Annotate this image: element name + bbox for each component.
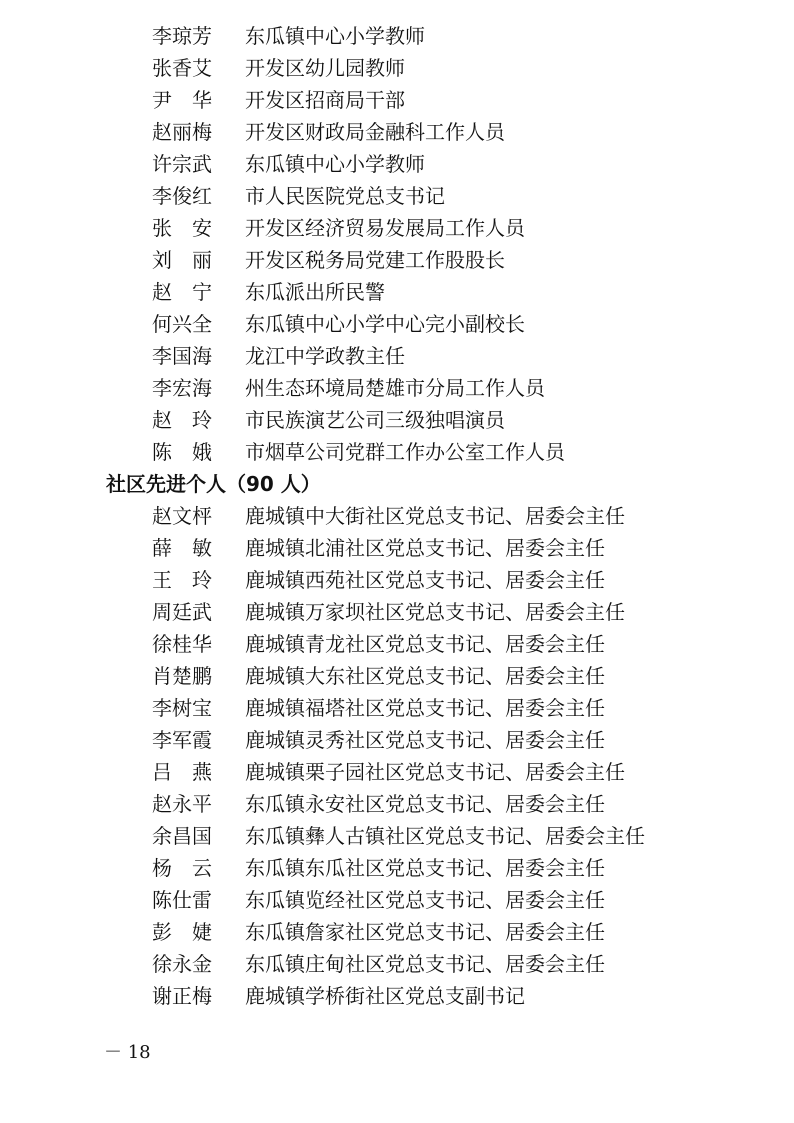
person-position: 市人民医院党总支书记 (245, 184, 445, 208)
person-position: 开发区财政局金融科工作人员 (245, 120, 505, 144)
person-position: 开发区税务局党建工作股股长 (245, 248, 505, 272)
person-name: 徐永金 (152, 952, 212, 976)
person-name: 赵永平 (152, 792, 212, 816)
list-item (0, 948, 794, 980)
list-item (0, 180, 794, 212)
list-item (0, 308, 794, 340)
person-name: 张香艾 (152, 56, 212, 80)
person-name: 吕 燕 (152, 760, 212, 784)
person-name: 李琼芳 (152, 24, 212, 48)
list-item (0, 116, 794, 148)
person-name: 谢正梅 (152, 984, 212, 1008)
page-number: － 18 (104, 1042, 151, 1063)
list-item (0, 148, 794, 180)
person-position: 东瓜镇东瓜社区党总支书记、居委会主任 (245, 856, 605, 880)
person-position: 鹿城镇西苑社区党总支书记、居委会主任 (245, 568, 605, 592)
person-position: 东瓜镇览经社区党总支书记、居委会主任 (245, 888, 605, 912)
person-position: 鹿城镇中大街社区党总支书记、居委会主任 (245, 504, 625, 528)
person-name: 彭 婕 (152, 920, 212, 944)
person-name: 张 安 (152, 216, 212, 240)
list-item (0, 20, 794, 52)
person-position: 开发区招商局干部 (245, 88, 405, 112)
list-item (0, 788, 794, 820)
person-position: 东瓜镇永安社区党总支书记、居委会主任 (245, 792, 605, 816)
person-position: 开发区经济贸易发展局工作人员 (245, 216, 525, 240)
person-name: 王 玲 (152, 568, 212, 592)
person-name: 赵 玲 (152, 408, 212, 432)
person-name: 肖楚鹏 (152, 664, 212, 688)
person-position: 鹿城镇栗子园社区党总支书记、居委会主任 (245, 760, 625, 784)
list-item (0, 660, 794, 692)
person-position: 东瓜镇中心小学教师 (245, 24, 425, 48)
person-name: 赵文枰 (152, 504, 212, 528)
person-name: 陈 娥 (152, 440, 212, 464)
person-name: 尹 华 (152, 88, 212, 112)
person-name: 刘 丽 (152, 248, 212, 272)
person-position: 州生态环境局楚雄市分局工作人员 (245, 376, 545, 400)
person-name: 李树宝 (152, 696, 212, 720)
person-position: 东瓜派出所民警 (245, 280, 385, 304)
list-item (0, 532, 794, 564)
person-name: 周廷武 (152, 600, 212, 624)
list-item (0, 52, 794, 84)
person-name: 李国海 (152, 344, 212, 368)
person-position: 东瓜镇庄甸社区党总支书记、居委会主任 (245, 952, 605, 976)
list-item (0, 596, 794, 628)
list-item (0, 564, 794, 596)
list-item (0, 372, 794, 404)
person-position: 鹿城镇万家坝社区党总支书记、居委会主任 (245, 600, 625, 624)
list-item (0, 884, 794, 916)
list-item (0, 84, 794, 116)
person-position: 开发区幼儿园教师 (245, 56, 405, 80)
person-name: 薛 敏 (152, 536, 212, 560)
person-name: 李军霞 (152, 728, 212, 752)
person-position: 东瓜镇詹家社区党总支书记、居委会主任 (245, 920, 605, 944)
list-item (0, 724, 794, 756)
list-item (0, 340, 794, 372)
list-item (0, 244, 794, 276)
person-position: 市民族演艺公司三级独唱演员 (245, 408, 505, 432)
person-name: 杨 云 (152, 856, 212, 880)
person-position: 鹿城镇学桥街社区党总支副书记 (245, 984, 525, 1008)
list-item (0, 212, 794, 244)
person-name: 徐桂华 (152, 632, 212, 656)
section-heading: 社区先进个人（90 人） (106, 472, 321, 496)
person-name: 何兴全 (152, 312, 212, 336)
person-position: 鹿城镇灵秀社区党总支书记、居委会主任 (245, 728, 605, 752)
person-name: 陈仕雷 (152, 888, 212, 912)
list-item (0, 500, 794, 532)
list-item (0, 852, 794, 884)
list-item (0, 820, 794, 852)
person-name: 许宗武 (152, 152, 212, 176)
person-position: 东瓜镇中心小学教师 (245, 152, 425, 176)
person-name: 赵 宁 (152, 280, 212, 304)
person-position: 东瓜镇中心小学中心完小副校长 (245, 312, 525, 336)
person-position: 鹿城镇大东社区党总支书记、居委会主任 (245, 664, 605, 688)
person-name: 李宏海 (152, 376, 212, 400)
person-position: 鹿城镇青龙社区党总支书记、居委会主任 (245, 632, 605, 656)
list-item (0, 980, 794, 1012)
person-position: 龙江中学政教主任 (245, 344, 405, 368)
person-name: 赵丽梅 (152, 120, 212, 144)
list-item (0, 276, 794, 308)
person-position: 东瓜镇彝人古镇社区党总支书记、居委会主任 (245, 824, 645, 848)
list-item (0, 916, 794, 948)
list-item (0, 756, 794, 788)
list-item (0, 692, 794, 724)
person-position: 鹿城镇福塔社区党总支书记、居委会主任 (245, 696, 605, 720)
honor-list (0, 20, 794, 1012)
person-position: 鹿城镇北浦社区党总支书记、居委会主任 (245, 536, 605, 560)
person-name: 余昌国 (152, 824, 212, 848)
list-item (0, 436, 794, 468)
person-position: 市烟草公司党群工作办公室工作人员 (245, 440, 565, 464)
list-item (0, 404, 794, 436)
person-name: 李俊红 (152, 184, 212, 208)
list-item (0, 628, 794, 660)
